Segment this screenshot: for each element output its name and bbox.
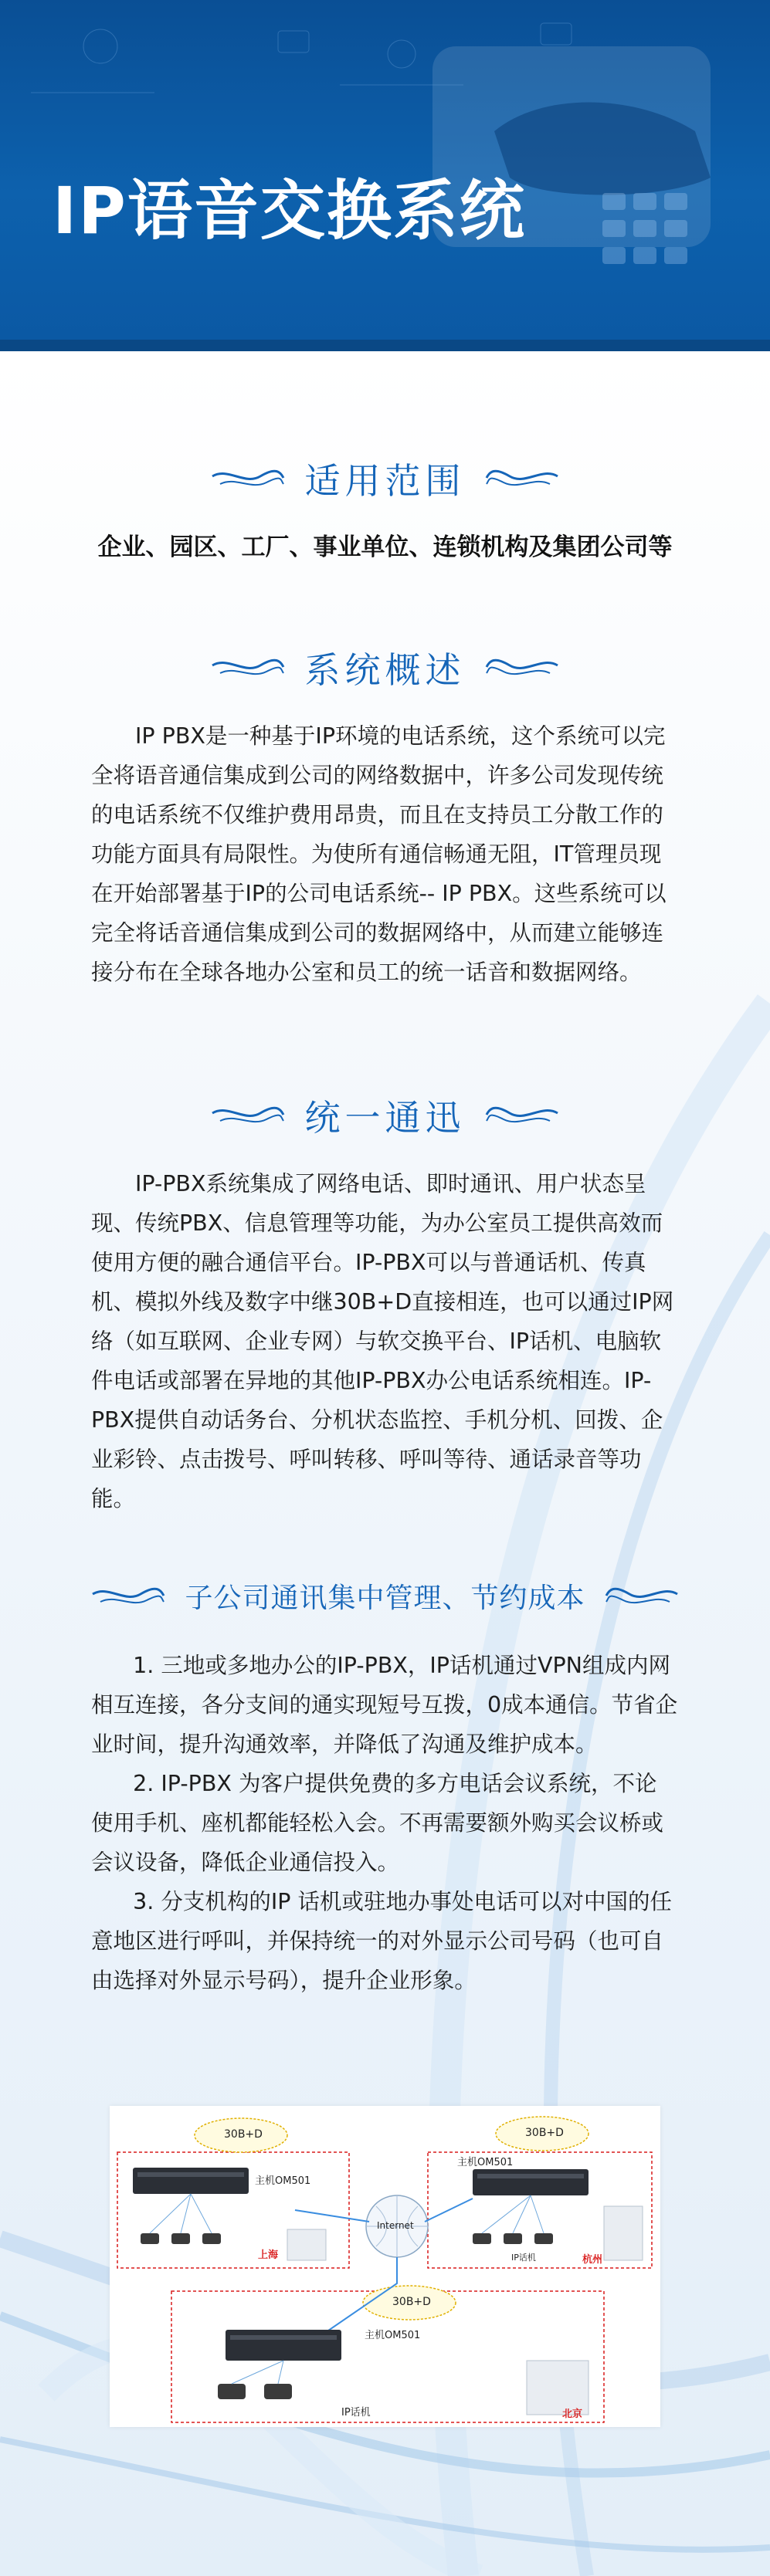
branch-heading: 子公司通讯集中管理、节约成本: [185, 1582, 585, 1614]
site-label-hangzhou: 杭州: [582, 2254, 603, 2266]
wave-ornament-left-icon: [90, 1583, 167, 1610]
trunk-label-hangzhou: 30B+D: [525, 2127, 564, 2139]
wave-ornament-right-icon: [483, 1102, 561, 1129]
section-heading-branch: [0, 1576, 770, 1616]
ip-phone-label-beijing: IP话机: [341, 2407, 371, 2419]
wave-ornament-left-icon: [209, 1102, 287, 1129]
scope-heading: 适用范围: [304, 460, 466, 502]
branch-point-2: 2. IP-PBX 为客户提供免费的多方电话会议系统，不论使用手机、座机都能轻松入会。不再需要额外购买会议桥或会议设备，降低企业通信投入。: [91, 1771, 664, 1875]
wave-ornament-right-icon: [483, 655, 561, 681]
wave-ornament-left-icon: [209, 465, 287, 492]
scope-subtitle: 企业、园区、工厂、事业单位、连锁机构及集团公司等: [97, 533, 673, 561]
overview-body: [91, 716, 678, 992]
host-label-shanghai: 主机OM501: [255, 2175, 311, 2187]
branch-point-1: 1. 三地或多地办公的IP-PBX，IP话机通过VPN组成内网相互连接，各分支间的通实现短号互拨，0成本通信。节省企业时间，提升沟通效率，并降低了沟通及维护成本。: [91, 1653, 678, 1757]
network-diagram: [110, 2106, 660, 2427]
trunk-label-beijing: 30B+D: [392, 2296, 431, 2308]
section-heading-unified: [0, 1090, 770, 1141]
wave-ornament-left-icon: [209, 655, 287, 681]
overview-paragraph: IP PBX是一种基于IP环境的电话系统，这个系统可以完全将语音通信集成到公司的网络数据中，许多公司发现传统的电话系统不仅维护费用昂贵，而且在支持员工分散工作的功能方面具有局限性。为使所有通信畅通无阻，IT管理员现在开始部署基于IP的公司电话系统-- IP PBX。这些系统可以完全将话音通信集成到公司的数据网络中，从而建立能够连接分布在全球各地办公室和员工的统一话音和数据网络。: [91, 723, 667, 985]
host-label-hangzhou: 主机OM501: [457, 2157, 514, 2168]
branch-body: [91, 1646, 678, 2000]
unified-body: [91, 1164, 678, 1518]
site-label-shanghai: 上海: [258, 2249, 279, 2261]
internet-label: Internet: [377, 2220, 414, 2231]
section-heading-overview: [0, 642, 770, 693]
ip-phone-label-hangzhou: IP话机: [511, 2253, 536, 2263]
host-label-beijing: 主机OM501: [365, 2330, 421, 2341]
site-label-beijing: 北京: [562, 2408, 583, 2420]
unified-heading: 统一通迅: [304, 1097, 466, 1139]
trunk-label-shanghai: 30B+D: [224, 2128, 263, 2141]
wave-ornament-right-icon: [603, 1583, 680, 1610]
branch-point-3: 3. 分支机构的IP 话机或驻地办事处电话可以对中国的任意地区进行呼叫，并保持统一的对外显示公司号码（也可自由选择对外显示号码），提升企业形象。: [91, 1889, 673, 1993]
wave-ornament-right-icon: [483, 465, 561, 492]
section-heading-scope: [0, 453, 770, 504]
header-banner: [0, 0, 770, 351]
overview-heading: 系统概述: [304, 649, 466, 691]
network-topology-illustration: [110, 2106, 660, 2427]
unified-paragraph: IP-PBX系统集成了网络电话、即时通讯、用户状态呈现、传统PBX、信息管理等功能，为办公室员工提供高效而使用方便的融合通信平台。IP-PBX可以与普通话机、传真机、模拟外线及数字中继30B+D直接相连，也可以通过IP网络（如互联网、企业专网）与软交换平台、IP话机、电脑软件电话或部署在异地的其他IP-PBX办公电话系统相连。IP-PBX提供自动话务台、分机状态监控、手机分机、回拨、企业彩铃、点击拨号、呼叫转移、呼叫等待、通话录音等功能。: [91, 1171, 674, 1511]
page-title: IP语音交换系统: [53, 173, 526, 249]
